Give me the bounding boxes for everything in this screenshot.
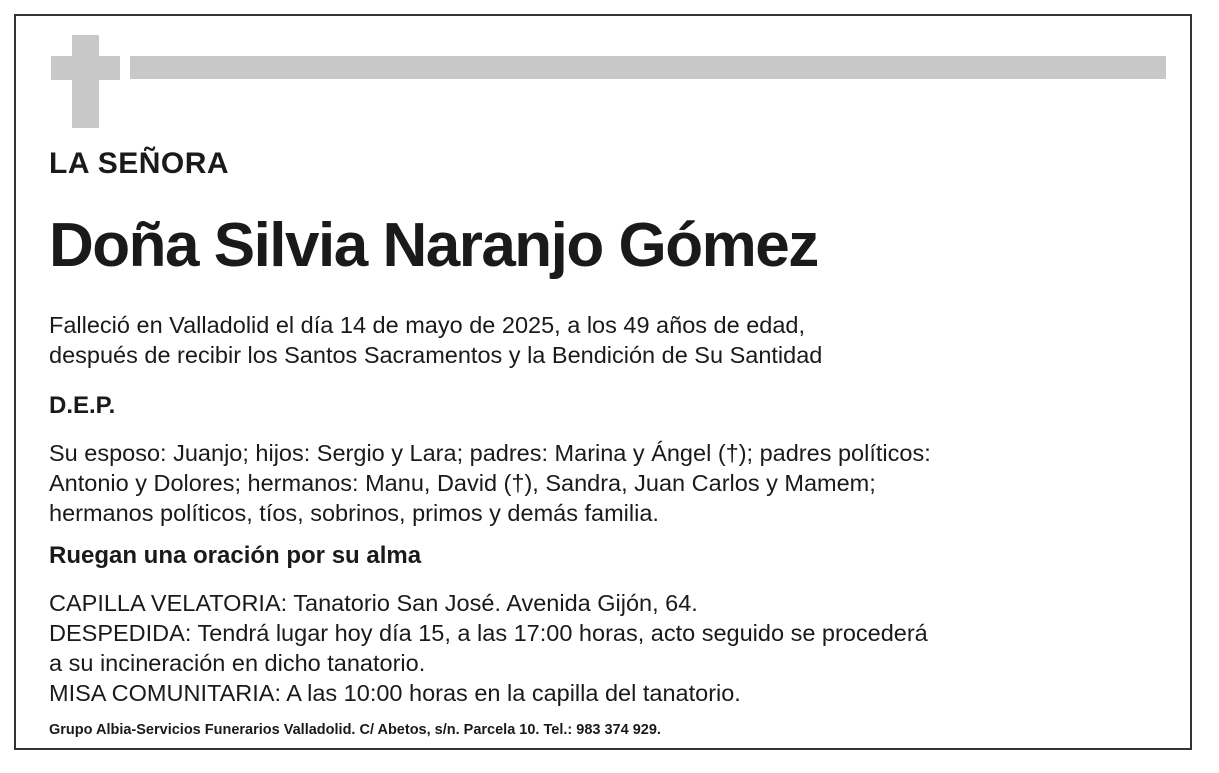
details-line: CAPILLA VELATORIA: Tanatorio San José. Avenida Gijón, 64. (49, 590, 698, 616)
cross-icon (72, 35, 99, 128)
intro-line: Falleció en Valladolid el día 14 de mayo de 2025, a los 49 años de edad, (49, 312, 806, 338)
service-details (49, 588, 928, 708)
intro-line: después de recibir los Santos Sacramentos y la Bendición de Su Santidad (49, 342, 823, 368)
family-line: Antonio y Dolores; hermanos: Manu, David (†), Sandra, Juan Carlos y Mamem; (49, 470, 876, 496)
header-rule (130, 56, 1166, 79)
death-announcement (49, 310, 822, 370)
deceased-name: Doña Silvia Naranjo Gómez (49, 211, 818, 280)
family-line: Su esposo: Juanjo; hijos: Sergio y Lara; padres: Marina y Ángel (†); padres políticos: (49, 440, 931, 466)
details-line: a su incineración en dicho tanatorio. (49, 650, 426, 676)
rip-label: D.E.P. (49, 392, 116, 419)
cross-icon-bar (51, 56, 120, 80)
details-line: DESPEDIDA: Tendrá lugar hoy día 15, a las 17:00 horas, acto seguido se procederá (49, 620, 928, 646)
prayer-request: Ruegan una oración por su alma (49, 542, 422, 569)
family-line: hermanos políticos, tíos, sobrinos, primos y demás familia. (49, 500, 659, 526)
funeral-home-footer: Grupo Albia-Servicios Funerarios Valladolid. C/ Abetos, s/n. Parcela 10. Tel.: 983 374 929. (49, 722, 661, 738)
family-list (49, 438, 931, 528)
details-line: MISA COMUNITARIA: A las 10:00 horas en la capilla del tanatorio. (49, 680, 741, 706)
title-label: LA SEÑORA (49, 147, 230, 180)
